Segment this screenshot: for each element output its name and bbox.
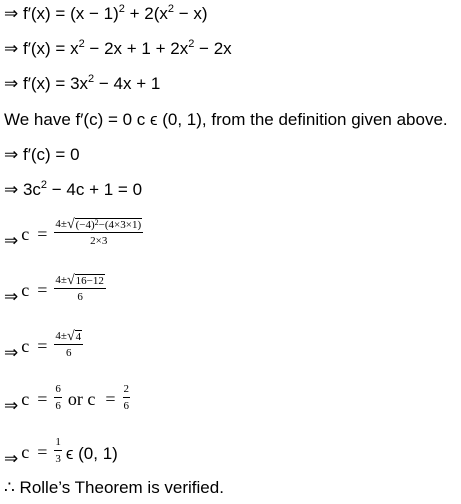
equation-text: − 4x + 1 bbox=[94, 74, 161, 93]
equation-text: ⇒ f′(x) = (x − 1) bbox=[4, 4, 119, 23]
equation-line-1 bbox=[4, 4, 208, 24]
equation-line-5 bbox=[4, 145, 80, 165]
equals-sign: = bbox=[37, 388, 48, 409]
radical bbox=[67, 218, 142, 231]
implies-arrow: ⇒ bbox=[4, 396, 19, 415]
equation-line-2 bbox=[4, 39, 232, 59]
denominator: 6 bbox=[123, 400, 130, 412]
equation-text: ⇒ f′(x) = x bbox=[4, 39, 79, 58]
sqrt-sign: √ bbox=[66, 329, 75, 344]
sqrt-sign: √ bbox=[66, 217, 75, 232]
radical bbox=[67, 330, 82, 343]
denominator: 2×3 bbox=[90, 235, 108, 247]
implies-arrow: ⇒ bbox=[4, 231, 19, 250]
fraction bbox=[54, 218, 143, 248]
equation-line-3 bbox=[4, 74, 160, 94]
variable-c: c bbox=[21, 335, 30, 356]
denominator: 3 bbox=[55, 453, 61, 465]
fraction bbox=[54, 436, 62, 466]
quadratic-step-3 bbox=[4, 330, 83, 360]
statement-line bbox=[4, 110, 448, 130]
denominator: 6 bbox=[55, 400, 61, 412]
equation-text: − 2x bbox=[194, 39, 232, 58]
or-text: or c bbox=[67, 388, 96, 409]
equals-sign: = bbox=[37, 441, 48, 462]
quadratic-step-4 bbox=[4, 383, 130, 413]
sqrt-sign: √ bbox=[66, 273, 75, 288]
exponent: 2 bbox=[78, 38, 85, 50]
fraction bbox=[54, 274, 105, 304]
equation-text: ⇒ f′(x) = 3x bbox=[4, 74, 89, 93]
exponent: 2 bbox=[94, 218, 99, 227]
numerator: 2 bbox=[123, 383, 131, 398]
exponent: 2 bbox=[118, 3, 125, 15]
radicand: 16−12 bbox=[75, 275, 104, 287]
equation-text: − 4c + 1 = 0 bbox=[47, 180, 143, 199]
implies-arrow: ⇒ bbox=[4, 287, 19, 306]
radical bbox=[67, 274, 105, 287]
equation-text: + 2(x bbox=[124, 4, 168, 23]
equation-line-6 bbox=[4, 180, 142, 200]
denominator: 6 bbox=[66, 347, 72, 359]
fraction bbox=[54, 330, 83, 360]
radicand-text: (−4) bbox=[75, 219, 95, 231]
variable-c: c bbox=[21, 223, 30, 244]
fraction bbox=[123, 383, 131, 413]
conclusion-text: ∴ Rolle’s Theorem is verified. bbox=[4, 478, 224, 497]
implies-arrow: ⇒ bbox=[4, 343, 19, 362]
exponent: 2 bbox=[188, 38, 195, 50]
numerator bbox=[54, 330, 83, 345]
equation-text: ⇒ 3c bbox=[4, 180, 41, 199]
interval-text: ϵ (0, 1) bbox=[65, 444, 118, 463]
exponent: 2 bbox=[88, 73, 95, 85]
equals-sign: = bbox=[37, 223, 48, 244]
numerator: 1 bbox=[54, 436, 62, 451]
statement-text: We have f′(c) = 0 c ϵ (0, 1), from the definition given above. bbox=[4, 110, 448, 129]
exponent: 2 bbox=[40, 179, 48, 191]
equation-text: − 2x + 1 + 2x bbox=[84, 39, 189, 58]
implies-arrow: ⇒ bbox=[4, 449, 19, 468]
quadratic-step-5 bbox=[4, 436, 118, 466]
radicand bbox=[75, 218, 142, 231]
radicand-text: −(4×3×1) bbox=[98, 219, 142, 231]
variable-c: c bbox=[21, 279, 30, 300]
variable-c: c bbox=[21, 388, 30, 409]
equals-sign: = bbox=[37, 335, 48, 356]
quadratic-step-2 bbox=[4, 274, 106, 304]
numerator-text: 4± bbox=[55, 274, 67, 286]
equation-text: − x) bbox=[173, 4, 208, 23]
numerator bbox=[54, 218, 143, 233]
numerator bbox=[54, 274, 105, 289]
equals-sign: = bbox=[37, 279, 48, 300]
equals-sign: = bbox=[105, 388, 116, 409]
radicand: 4 bbox=[75, 331, 82, 343]
fraction bbox=[54, 383, 62, 413]
exponent: 2 bbox=[167, 3, 174, 15]
quadratic-step-1 bbox=[4, 218, 143, 248]
conclusion-line bbox=[4, 478, 224, 498]
variable-c: c bbox=[21, 441, 30, 462]
denominator: 6 bbox=[77, 291, 83, 303]
numerator: 6 bbox=[54, 383, 62, 398]
numerator-text: 4± bbox=[55, 218, 67, 230]
equation-text: ⇒ f′(c) = 0 bbox=[4, 145, 80, 164]
numerator-text: 4± bbox=[55, 330, 67, 342]
